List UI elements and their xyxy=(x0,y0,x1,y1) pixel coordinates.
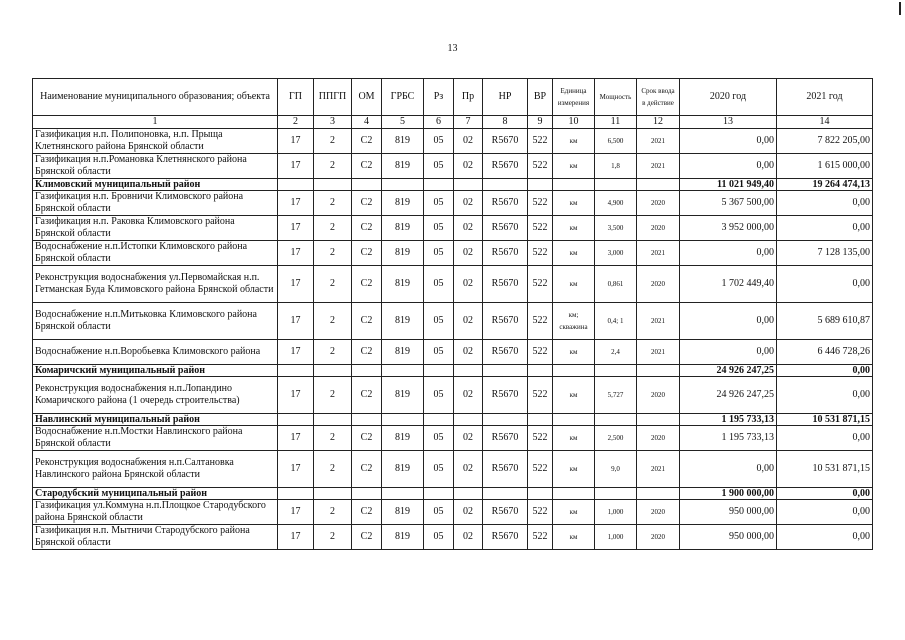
row-unit: км; скважина xyxy=(553,303,595,340)
table-row xyxy=(33,191,873,216)
row-unit: км xyxy=(553,266,595,303)
row-om: С2 xyxy=(352,377,382,414)
row-unit: км xyxy=(553,216,595,241)
row-vr: 522 xyxy=(528,525,553,550)
row-grbs: 819 xyxy=(382,216,424,241)
table-row xyxy=(33,241,873,266)
table-row xyxy=(33,216,873,241)
section-total-2021: 10 531 871,15 xyxy=(777,414,873,426)
row-grbs: 819 xyxy=(382,241,424,266)
row-pr: 02 xyxy=(454,191,483,216)
section-name: Комаричский муниципальный район xyxy=(33,365,278,377)
row-om: С2 xyxy=(352,129,382,154)
row-2021: 6 446 728,26 xyxy=(777,340,873,365)
column-number: 14 xyxy=(777,116,873,129)
row-ppgp: 2 xyxy=(314,216,352,241)
row-gp: 17 xyxy=(278,191,314,216)
column-number: 1 xyxy=(33,116,278,129)
empty-cell xyxy=(528,365,553,377)
row-power: 0,861 xyxy=(595,266,637,303)
row-power: 9,0 xyxy=(595,451,637,488)
table-row xyxy=(33,500,873,525)
row-pr: 02 xyxy=(454,154,483,179)
row-2021: 10 531 871,15 xyxy=(777,451,873,488)
row-power: 3,500 xyxy=(595,216,637,241)
row-unit: км xyxy=(553,377,595,414)
row-rz: 05 xyxy=(424,154,454,179)
row-term: 2020 xyxy=(637,191,680,216)
row-name: Газификация н.п. Раковка Климовского района Брянской области xyxy=(33,216,278,241)
row-grbs: 819 xyxy=(382,451,424,488)
row-term: 2020 xyxy=(637,266,680,303)
row-grbs: 819 xyxy=(382,525,424,550)
row-term: 2021 xyxy=(637,129,680,154)
table-row xyxy=(33,525,873,550)
row-pr: 02 xyxy=(454,241,483,266)
row-2020: 0,00 xyxy=(680,451,777,488)
row-power: 2,500 xyxy=(595,426,637,451)
table-row xyxy=(33,154,873,179)
row-om: С2 xyxy=(352,241,382,266)
row-gp: 17 xyxy=(278,451,314,488)
empty-cell xyxy=(637,179,680,191)
row-gp: 17 xyxy=(278,377,314,414)
row-unit: км xyxy=(553,525,595,550)
row-om: С2 xyxy=(352,500,382,525)
row-ppgp: 2 xyxy=(314,154,352,179)
row-rz: 05 xyxy=(424,451,454,488)
row-2021: 0,00 xyxy=(777,377,873,414)
row-rz: 05 xyxy=(424,303,454,340)
row-name: Водоснабжение н.п.Воробьевка Климовского района xyxy=(33,340,278,365)
row-np: R5670 xyxy=(483,426,528,451)
column-number: 6 xyxy=(424,116,454,129)
row-term: 2021 xyxy=(637,154,680,179)
row-rz: 05 xyxy=(424,129,454,154)
row-pr: 02 xyxy=(454,340,483,365)
empty-cell xyxy=(382,488,424,500)
row-name: Реконструкция водоснабжения н.п.Лопандино Комаричского района (1 очередь строительства) xyxy=(33,377,278,414)
row-rz: 05 xyxy=(424,191,454,216)
empty-cell xyxy=(637,365,680,377)
column-number: 13 xyxy=(680,116,777,129)
table-row xyxy=(33,451,873,488)
column-number: 12 xyxy=(637,116,680,129)
empty-cell xyxy=(278,365,314,377)
empty-cell xyxy=(553,488,595,500)
column-number: 10 xyxy=(553,116,595,129)
row-rz: 05 xyxy=(424,340,454,365)
row-gp: 17 xyxy=(278,525,314,550)
row-grbs: 819 xyxy=(382,377,424,414)
row-name: Газификация н.п. Бровничи Климовского района Брянской области xyxy=(33,191,278,216)
section-total-2020: 11 021 949,40 xyxy=(680,179,777,191)
row-term: 2021 xyxy=(637,340,680,365)
row-name: Водоснабжение н.п.Истопки Климовского района Брянской области xyxy=(33,241,278,266)
row-2020: 950 000,00 xyxy=(680,500,777,525)
row-2021: 1 615 000,00 xyxy=(777,154,873,179)
row-om: С2 xyxy=(352,340,382,365)
row-name: Реконструкция водоснабжения ул.Первомайская н.п. Гетманская Буда Климовского района Брянской области xyxy=(33,266,278,303)
empty-cell xyxy=(483,414,528,426)
row-unit: км xyxy=(553,154,595,179)
row-ppgp: 2 xyxy=(314,500,352,525)
row-gp: 17 xyxy=(278,241,314,266)
row-2020: 1 702 449,40 xyxy=(680,266,777,303)
row-2020: 0,00 xyxy=(680,303,777,340)
row-om: С2 xyxy=(352,266,382,303)
column-number: 5 xyxy=(382,116,424,129)
empty-cell xyxy=(424,488,454,500)
row-2020: 24 926 247,25 xyxy=(680,377,777,414)
row-om: С2 xyxy=(352,451,382,488)
row-ppgp: 2 xyxy=(314,129,352,154)
row-unit: км xyxy=(553,500,595,525)
empty-cell xyxy=(278,179,314,191)
row-grbs: 819 xyxy=(382,266,424,303)
row-2021: 0,00 xyxy=(777,216,873,241)
row-power: 4,900 xyxy=(595,191,637,216)
section-total-2020: 1 900 000,00 xyxy=(680,488,777,500)
row-power: 3,000 xyxy=(595,241,637,266)
row-np: R5670 xyxy=(483,451,528,488)
column-number-row xyxy=(33,116,873,129)
row-gp: 17 xyxy=(278,500,314,525)
row-unit: км xyxy=(553,241,595,266)
empty-cell xyxy=(314,179,352,191)
header-grbs: ГРБС xyxy=(382,79,424,116)
row-grbs: 819 xyxy=(382,500,424,525)
row-name: Газификация н.п.Романовка Клетнянского района Брянской области xyxy=(33,154,278,179)
header-name: Наименование муниципального образования; объекта xyxy=(33,79,278,116)
row-ppgp: 2 xyxy=(314,377,352,414)
row-pr: 02 xyxy=(454,303,483,340)
header-vr: ВР xyxy=(528,79,553,116)
empty-cell xyxy=(637,488,680,500)
row-term: 2020 xyxy=(637,500,680,525)
section-total-2021: 0,00 xyxy=(777,488,873,500)
row-ppgp: 2 xyxy=(314,266,352,303)
table-row xyxy=(33,266,873,303)
row-np: R5670 xyxy=(483,154,528,179)
row-vr: 522 xyxy=(528,129,553,154)
budget-table xyxy=(32,78,873,550)
row-2021: 7 128 135,00 xyxy=(777,241,873,266)
row-power: 6,500 xyxy=(595,129,637,154)
empty-cell xyxy=(637,414,680,426)
empty-cell xyxy=(454,488,483,500)
empty-cell xyxy=(352,488,382,500)
empty-cell xyxy=(352,365,382,377)
header-pr: Пр xyxy=(454,79,483,116)
row-name: Водоснабжение н.п.Мостки Навлинского района Брянской области xyxy=(33,426,278,451)
row-ppgp: 2 xyxy=(314,191,352,216)
empty-cell xyxy=(553,414,595,426)
empty-cell xyxy=(382,414,424,426)
row-term: 2021 xyxy=(637,451,680,488)
row-gp: 17 xyxy=(278,216,314,241)
row-ppgp: 2 xyxy=(314,525,352,550)
empty-cell xyxy=(314,414,352,426)
row-2021: 7 822 205,00 xyxy=(777,129,873,154)
row-np: R5670 xyxy=(483,340,528,365)
row-power: 2,4 xyxy=(595,340,637,365)
row-np: R5670 xyxy=(483,525,528,550)
row-vr: 522 xyxy=(528,216,553,241)
header-gp: ГП xyxy=(278,79,314,116)
section-name: Навлинский муниципальный район xyxy=(33,414,278,426)
page-edge-mark xyxy=(899,2,901,15)
row-np: R5670 xyxy=(483,500,528,525)
row-term: 2020 xyxy=(637,377,680,414)
row-term: 2020 xyxy=(637,216,680,241)
header-om: ОМ xyxy=(352,79,382,116)
row-vr: 522 xyxy=(528,191,553,216)
row-om: С2 xyxy=(352,426,382,451)
row-om: С2 xyxy=(352,216,382,241)
row-om: С2 xyxy=(352,303,382,340)
row-pr: 02 xyxy=(454,216,483,241)
table-row xyxy=(33,377,873,414)
row-gp: 17 xyxy=(278,303,314,340)
row-grbs: 819 xyxy=(382,129,424,154)
table-row xyxy=(33,340,873,365)
row-2020: 5 367 500,00 xyxy=(680,191,777,216)
empty-cell xyxy=(454,179,483,191)
column-number: 4 xyxy=(352,116,382,129)
empty-cell xyxy=(528,414,553,426)
header-rz: Рз xyxy=(424,79,454,116)
empty-cell xyxy=(483,488,528,500)
row-rz: 05 xyxy=(424,266,454,303)
row-om: С2 xyxy=(352,525,382,550)
empty-cell xyxy=(595,488,637,500)
empty-cell xyxy=(454,365,483,377)
row-vr: 522 xyxy=(528,154,553,179)
row-unit: км xyxy=(553,129,595,154)
empty-cell xyxy=(278,488,314,500)
section-row xyxy=(33,414,873,426)
row-2021: 0,00 xyxy=(777,500,873,525)
row-rz: 05 xyxy=(424,426,454,451)
row-term: 2020 xyxy=(637,525,680,550)
row-pr: 02 xyxy=(454,377,483,414)
row-power: 1,000 xyxy=(595,500,637,525)
row-pr: 02 xyxy=(454,451,483,488)
section-name: Климовский муниципальный район xyxy=(33,179,278,191)
section-row xyxy=(33,365,873,377)
row-2020: 0,00 xyxy=(680,129,777,154)
row-2020: 0,00 xyxy=(680,154,777,179)
row-vr: 522 xyxy=(528,340,553,365)
row-np: R5670 xyxy=(483,216,528,241)
header-term: Срок ввода в действие xyxy=(637,79,680,116)
column-number: 9 xyxy=(528,116,553,129)
row-om: С2 xyxy=(352,191,382,216)
header-2021: 2021 год xyxy=(777,79,873,116)
section-total-2021: 19 264 474,13 xyxy=(777,179,873,191)
row-ppgp: 2 xyxy=(314,303,352,340)
empty-cell xyxy=(553,365,595,377)
empty-cell xyxy=(424,179,454,191)
row-vr: 522 xyxy=(528,266,553,303)
header-np: НР xyxy=(483,79,528,116)
table-row xyxy=(33,129,873,154)
empty-cell xyxy=(528,179,553,191)
row-vr: 522 xyxy=(528,241,553,266)
empty-cell xyxy=(553,179,595,191)
row-unit: км xyxy=(553,340,595,365)
row-vr: 522 xyxy=(528,377,553,414)
row-np: R5670 xyxy=(483,191,528,216)
row-np: R5670 xyxy=(483,241,528,266)
row-rz: 05 xyxy=(424,216,454,241)
column-number: 11 xyxy=(595,116,637,129)
section-name: Стародубский муниципальный район xyxy=(33,488,278,500)
row-grbs: 819 xyxy=(382,303,424,340)
row-rz: 05 xyxy=(424,377,454,414)
empty-cell xyxy=(528,488,553,500)
row-pr: 02 xyxy=(454,129,483,154)
empty-cell xyxy=(278,414,314,426)
row-gp: 17 xyxy=(278,154,314,179)
row-grbs: 819 xyxy=(382,426,424,451)
section-total-2020: 24 926 247,25 xyxy=(680,365,777,377)
row-name: Газификация н.п. Мытничи Стародубского района Брянской области xyxy=(33,525,278,550)
row-pr: 02 xyxy=(454,500,483,525)
header-unit: Единица измерения xyxy=(553,79,595,116)
row-name: Газификация ул.Коммуна н.п.Площкое Стародубского района Брянской области xyxy=(33,500,278,525)
empty-cell xyxy=(382,179,424,191)
row-name: Газификация н.п. Полипоновка, н.п. Прыща Клетнянского района Брянской области xyxy=(33,129,278,154)
row-rz: 05 xyxy=(424,525,454,550)
row-2021: 0,00 xyxy=(777,525,873,550)
row-power: 0,4; 1 xyxy=(595,303,637,340)
empty-cell xyxy=(483,365,528,377)
column-number: 8 xyxy=(483,116,528,129)
row-gp: 17 xyxy=(278,340,314,365)
row-grbs: 819 xyxy=(382,191,424,216)
empty-cell xyxy=(352,414,382,426)
row-unit: км xyxy=(553,451,595,488)
row-term: 2020 xyxy=(637,426,680,451)
row-term: 2021 xyxy=(637,241,680,266)
row-np: R5670 xyxy=(483,377,528,414)
row-ppgp: 2 xyxy=(314,340,352,365)
row-ppgp: 2 xyxy=(314,451,352,488)
row-vr: 522 xyxy=(528,500,553,525)
row-gp: 17 xyxy=(278,129,314,154)
section-total-2020: 1 195 733,13 xyxy=(680,414,777,426)
row-om: С2 xyxy=(352,154,382,179)
row-np: R5670 xyxy=(483,303,528,340)
section-row xyxy=(33,488,873,500)
row-vr: 522 xyxy=(528,303,553,340)
row-unit: км xyxy=(553,191,595,216)
row-2021: 0,00 xyxy=(777,426,873,451)
header-power: Мощность xyxy=(595,79,637,116)
empty-cell xyxy=(352,179,382,191)
row-ppgp: 2 xyxy=(314,426,352,451)
empty-cell xyxy=(314,365,352,377)
row-2020: 950 000,00 xyxy=(680,525,777,550)
row-grbs: 819 xyxy=(382,154,424,179)
row-power: 1,000 xyxy=(595,525,637,550)
row-vr: 522 xyxy=(528,451,553,488)
empty-cell xyxy=(595,179,637,191)
row-unit: км xyxy=(553,426,595,451)
row-2021: 0,00 xyxy=(777,191,873,216)
empty-cell xyxy=(424,414,454,426)
page-number: 13 xyxy=(447,43,458,54)
section-row xyxy=(33,179,873,191)
row-pr: 02 xyxy=(454,525,483,550)
column-number: 3 xyxy=(314,116,352,129)
row-power: 1,8 xyxy=(595,154,637,179)
row-2020: 1 195 733,13 xyxy=(680,426,777,451)
row-2021: 0,00 xyxy=(777,266,873,303)
row-gp: 17 xyxy=(278,266,314,303)
header-row xyxy=(33,79,873,116)
row-name: Реконструкция водоснабжения н.п.Салтановка Навлинского района Брянской области xyxy=(33,451,278,488)
column-number: 2 xyxy=(278,116,314,129)
row-vr: 522 xyxy=(528,426,553,451)
empty-cell xyxy=(424,365,454,377)
table-row xyxy=(33,303,873,340)
empty-cell xyxy=(382,365,424,377)
row-np: R5670 xyxy=(483,266,528,303)
empty-cell xyxy=(454,414,483,426)
row-2021: 5 689 610,87 xyxy=(777,303,873,340)
empty-cell xyxy=(314,488,352,500)
empty-cell xyxy=(595,365,637,377)
row-2020: 0,00 xyxy=(680,241,777,266)
row-ppgp: 2 xyxy=(314,241,352,266)
row-2020: 3 952 000,00 xyxy=(680,216,777,241)
row-pr: 02 xyxy=(454,266,483,303)
row-np: R5670 xyxy=(483,129,528,154)
row-grbs: 819 xyxy=(382,340,424,365)
row-2020: 0,00 xyxy=(680,340,777,365)
row-name: Водоснабжение н.п.Митьковка Климовского района Брянской области xyxy=(33,303,278,340)
empty-cell xyxy=(483,179,528,191)
header-2020: 2020 год xyxy=(680,79,777,116)
row-rz: 05 xyxy=(424,241,454,266)
table-row xyxy=(33,426,873,451)
row-rz: 05 xyxy=(424,500,454,525)
row-term: 2021 xyxy=(637,303,680,340)
section-total-2021: 0,00 xyxy=(777,365,873,377)
column-number: 7 xyxy=(454,116,483,129)
row-pr: 02 xyxy=(454,426,483,451)
row-power: 5,727 xyxy=(595,377,637,414)
empty-cell xyxy=(595,414,637,426)
row-gp: 17 xyxy=(278,426,314,451)
header-ppgp: ППГП xyxy=(314,79,352,116)
